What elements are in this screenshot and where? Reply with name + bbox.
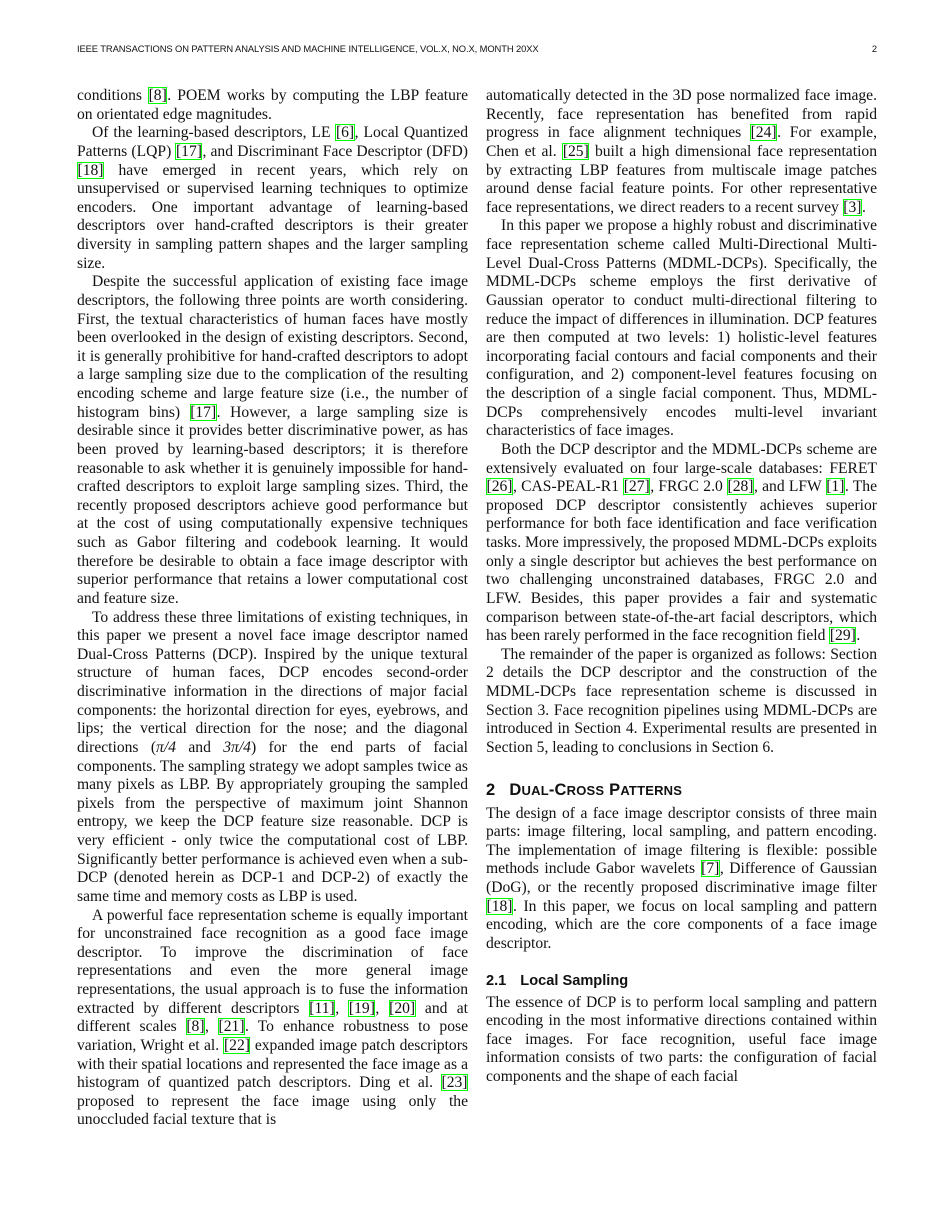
citation-link[interactable]: [17] [190,403,217,421]
paragraph [486,646,877,758]
paragraph [77,124,468,273]
text: , Local Quantized Patterns (LQP) [77,124,469,160]
citation-link[interactable]: [3] [843,198,862,216]
text: . In this paper, we focus on local sampling and pattern encoding, which are the core components of a face image descriptor. [486,897,877,952]
text: . [856,627,861,645]
text: P [604,780,621,799]
math-expression: 3π/4 [223,738,251,756]
citation-link[interactable]: [20] [389,999,416,1017]
text: The remainder of the paper is organized as follows: Section 2 details the DCP descriptor and the construction of the MDML-DCPs face representation scheme is discussed in Section 3. Face recognition pipelines using MDML-DCPs are introduced in Section 4. Experimental results are presented in Section 5, leading to conclusions in Section 6. [486,645,877,756]
text: To address these three limitations of existing techniques, in this paper we present a novel face image descriptor named Dual-Cross Patterns (DCP). Inspired by the unique textural structure of human faces, DCP encodes second-order discriminative information in the directions of major facial components: the horizontal direction for eyes, eyebrows, and lips; the vertical direction for the nose; and the diagonal directions ( [77,608,468,756]
text: D [509,780,522,799]
text: -C [548,780,567,799]
text: ATTERNS [620,782,683,798]
subsection-number: 2.1 [486,972,507,989]
left-column [77,87,468,1130]
text: . However, a large sampling size is desirable since it provides better discriminative power, as has been proved by learning-based descriptors; it is therefore reasonable to ask whether it is genuinely impossible for hand-crafted descriptors to exploit large sampling sizes. Third, the recently proposed descriptors achieve good performance but at the cost of using computationally expensive techniques such as Gabor filtering and codebook learning. It would therefore be desirable to obtain a face image descriptor with superior performance that retains a lower computational cost and feature size. [77,403,468,607]
paragraph [77,907,468,1131]
text: . [861,198,866,216]
citation-link[interactable]: [8] [148,87,167,104]
citation-link[interactable]: [8] [186,1018,205,1036]
text: , and LFW [754,478,826,496]
text: The design of a face image descriptor consists of three main parts: image filtering, local sampling, and pattern encoding. The implementation of image filtering is flexible: possible methods include Gabor wavelets [486,804,877,878]
citation-link[interactable]: [25] [562,142,589,160]
paragraph [77,87,468,124]
text: automatically detected in the 3D pose normalized face image. Recently, face representation has benefited from rapid progress in face alignment techniques [486,87,877,142]
text: Both the DCP descriptor and the MDML-DCPs scheme are extensively evaluated on four large-scale databases: FERET [486,440,877,477]
text: , [375,999,389,1017]
citation-link[interactable]: [11] [309,999,335,1017]
text: In this paper we propose a highly robust and discriminative face representation scheme called Multi-Directional Multi-Level Dual-Cross Patterns (MDML-DCPs). Specifically, the MDML-DCPs scheme employs the first derivative of Gaussian operator to conduct multi-directional filtering to reduce the impact of differences in illumination. DCP features are then computed at two levels: 1) holistic-level features incorporating facial contours and facial components and their configuration, and 2) component-level features focusing on the description of a single facial component. Thus, MDML-DCPs comprehensively encodes multi-level invariant characteristics of face images. [486,217,877,440]
page-number: 2 [871,43,877,54]
section-heading [486,780,877,801]
text: The essence of DCP is to perform local sampling and pattern encoding in the most informative directions contained within face images. For face recognition, useful face image information consists of two parts: the configuration of facial components and the shape of each facial [486,993,877,1085]
running-header [77,43,877,57]
text: . The proposed DCP descriptor consistently achieves superior performance for both face identification and face verification tasks. More impressively, the proposed MDML-DCPs exploits only a single descriptor but achieves the best performance on two challenging unconstrained databases, FRGC 2.0 and LFW. Besides, this paper provides a fair and systematic comparison between state-of-the-art facial descriptors, which has been rarely performed in the face recognition field [486,478,877,645]
citation-link[interactable]: [27] [623,478,650,496]
citation-link[interactable]: [6] [335,124,355,142]
paragraph [486,441,877,646]
paragraph [77,273,468,608]
citation-link[interactable]: [7] [701,860,720,878]
citation-link[interactable]: [1] [826,478,845,496]
citation-link[interactable]: [17] [175,142,202,160]
right-column [486,87,877,1087]
text: and at different scales [77,999,468,1036]
text: , [205,1018,219,1036]
text: ROSS [566,782,605,798]
text: Despite the successful application of existing face image descriptors, the following three points are worth considering. First, the textual characteristics of human faces have mostly been overlooked in the design of existing descriptors. Second, it is generally prohibitive for hand-crafted descriptors to adopt a large sampling size due to the complication of the resulting encoding scheme and large feature size (i.e., the number of histogram bins) [77,273,468,421]
text: UAL [521,782,549,798]
text: . POEM works by computing the LBP feature on orientated edge magnitudes. [77,87,468,123]
journal-title: IEEE TRANSACTIONS ON PATTERN ANALYSIS AND MACHINE INTELLIGENCE, VOL.X, NO.X, MONTH 20XX [77,43,539,54]
paragraph [77,609,468,907]
section-title [509,781,682,799]
text: , and Discriminant Face Descriptor (DFD) [202,142,468,160]
text: conditions [77,87,149,104]
math-expression: π/4 [156,738,176,756]
citation-link[interactable]: [24] [750,124,777,142]
text: , Difference of Gaussian (DoG), or the recently proposed discriminative image filter [486,860,878,896]
text: . For example, Chen et al. [486,124,877,160]
text: , FRGC 2.0 [650,478,728,496]
text: proposed to represent the face image using only the unoccluded facial texture that is [77,1092,468,1129]
paragraph [486,217,877,441]
subsection-title: Local Sampling [520,972,629,989]
paragraph [486,994,877,1087]
section-number: 2 [486,780,496,799]
citation-link[interactable]: [23] [441,1074,468,1092]
text: , [335,999,349,1017]
text: ) for the end parts of facial components. The sampling strategy we adopt samples twice as many pixels as LBP. By appropriately grouping the sampled pixels from the perspective of maximum joint Shannon entropy, we keep the DCP feature size reasonable. DCP is very efficient - only twice the computational cost of LBP. Significantly better performance is achieved even when a sub-DCP (denoted herein as DCP-1 and DCP-2) of exactly the same time and memory costs as LBP is used. [77,738,468,905]
citation-link[interactable]: [28] [727,478,754,496]
citation-link[interactable]: [18] [486,897,513,915]
text: built a high dimensional face representation by extracting LBP features from multiscale image patches around dense facial feature points. For other representative face representations, we direct readers to a recent survey [486,142,877,216]
citation-link[interactable]: [26] [486,478,513,496]
text: expanded image patch descriptors with their spatial locations and represented the face image as a histogram of quantized patch descriptors. Ding et al. [77,1036,468,1092]
citation-link[interactable]: [29] [829,627,856,645]
text: and [176,738,224,756]
subsection-heading [486,972,877,990]
paragraph [486,87,877,217]
text: , CAS-PEAL-R1 [512,478,624,496]
text: have emerged in recent years, which rely on unsupervised or supervised learning techniques to optimize encoders. One important advantage of learning-based descriptors over hand-crafted descriptors is their greater diversity in sampling pattern shapes and the larger sampling size. [77,161,468,272]
text: Of the learning-based descriptors, LE [92,124,336,142]
text: . To enhance robustness to pose variation, Wright et al. [77,1018,468,1054]
citation-link[interactable]: [19] [348,999,375,1017]
text: A powerful face representation scheme is equally important for unconstrained face recognition as a good face image descriptor. To improve the discrimination of face representations and even the more general image representations, the usual approach is to fuse the information extracted by different descriptors [77,906,468,1017]
paragraph [486,805,877,954]
citation-link[interactable]: [18] [77,161,104,179]
citation-link[interactable]: [22] [223,1036,250,1054]
citation-link[interactable]: [21] [218,1018,245,1036]
